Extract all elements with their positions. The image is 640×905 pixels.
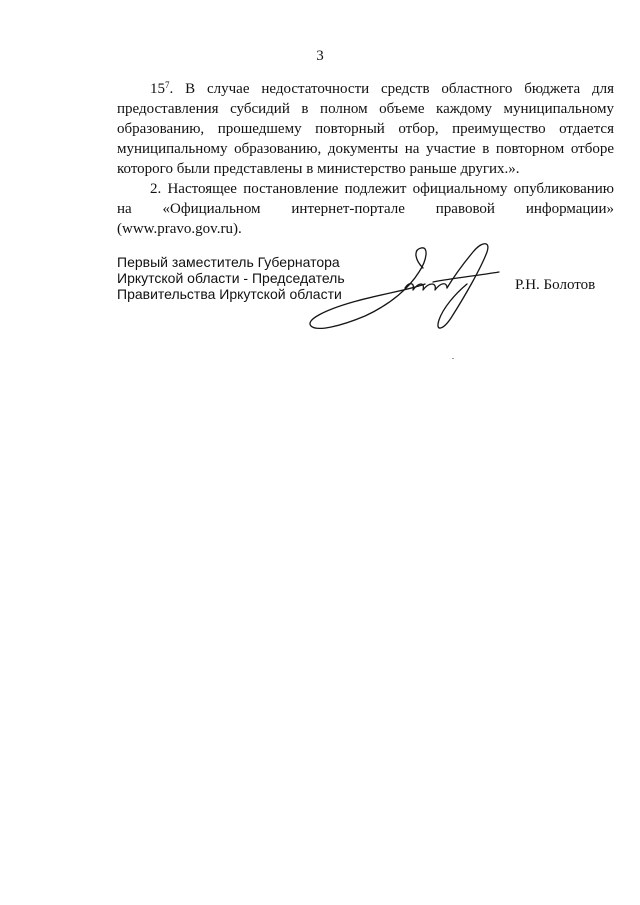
document-body — [117, 79, 614, 239]
clause-paragraph — [117, 79, 614, 179]
signer-title-line: Первый заместитель Губернатора — [117, 254, 340, 270]
signer-name: Р.Н. Болотов — [515, 277, 596, 293]
clause-number: 15 — [150, 81, 165, 97]
handwritten-signature — [305, 238, 505, 343]
clause-number-superscript: 7 — [165, 80, 170, 90]
publication-paragraph: 2. Настоящее постановление подлежит официальному опубликованию на «Официальном интернет-портале правовой информации» (www.pravo.gov.ru). — [117, 181, 614, 237]
clause-text: . В случае недостаточности средств областного бюджета для предоставления субсидий в полном объеме каждому муниципальному образованию, прошедшему повторный отбор, преимущество отдается муниципальному образованию, документы на участие в повторном отборе которого были представлены в министерство раньше других.». — [117, 81, 614, 177]
scan-artifact — [452, 358, 454, 359]
signer-title-line: Иркутской области - Председатель — [117, 270, 345, 286]
page-number: 3 — [316, 48, 324, 64]
signer-title-line: Правительства Иркутской области — [117, 286, 342, 302]
